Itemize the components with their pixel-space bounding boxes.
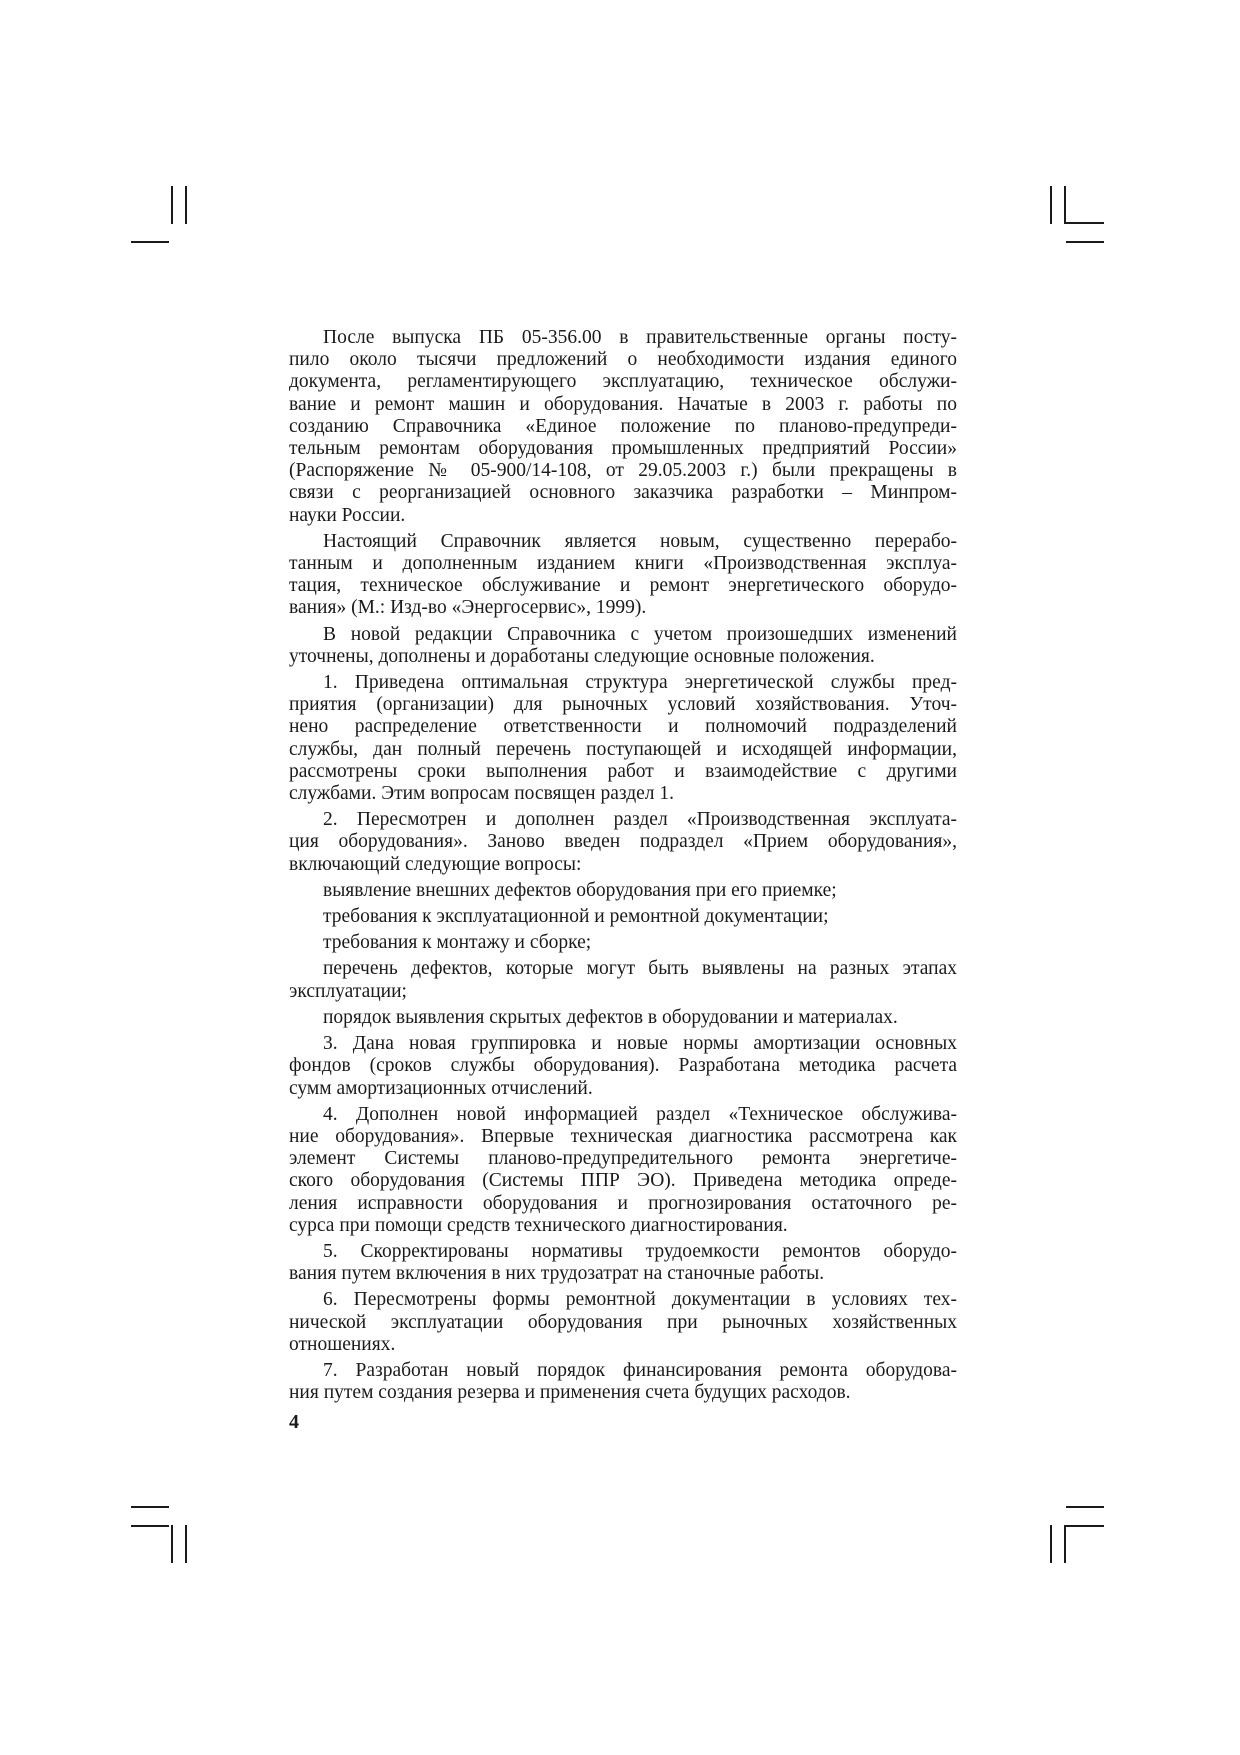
text-line: танным и дополненным изданием книги «Производственная эксплуа- — [289, 553, 957, 575]
text-line: вания» (М.: Изд-во «Энергосервис», 1999). — [289, 597, 647, 619]
paragraph — [289, 1360, 957, 1404]
paragraph — [289, 1007, 957, 1029]
crop-mark-bottom-right-vertical-inner — [1064, 1525, 1066, 1563]
text-line: 5. Скорректированы нормативы трудоемкости ремонтов оборудо- — [323, 1240, 957, 1262]
text-line: вание и ремонт машин и оборудования. Начатые в 2003 г. работы по — [289, 393, 957, 415]
text-line: перечень дефектов, которые могут быть выявлены на разных этапах — [323, 958, 957, 980]
text-line: (Распоряжение № 05-900/14-108, от 29.05.2003 г.) были прекращены в — [289, 460, 957, 482]
crop-mark-top-right-horizontal-lower — [1066, 241, 1104, 243]
body-text — [289, 327, 957, 1404]
text-line: 3. Дана новая группировка и новые нормы амортизации основных — [323, 1033, 957, 1055]
paragraph — [289, 624, 957, 668]
crop-mark-top-left-horizontal — [131, 241, 169, 243]
crop-mark-bottom-left-horizontal-lower — [131, 1525, 169, 1527]
crop-mark-top-right-vertical-inner — [1064, 186, 1066, 224]
crop-mark-bottom-left-horizontal — [131, 1506, 169, 1508]
text-line: требования к эксплуатационной и ремонтной документации; — [323, 906, 829, 928]
text-line: нической эксплуатации оборудования при рыночных хозяйственных — [289, 1311, 957, 1333]
paragraph — [289, 958, 957, 1002]
crop-mark-bottom-left-vertical — [171, 1525, 173, 1563]
text-line: ского оборудования (Системы ППР ЭО). Приведена методика опреде- — [289, 1170, 957, 1192]
text-line: созданию Справочника «Единое положение по планово-предупреди- — [289, 415, 957, 437]
text-line: уточнены, дополнены и доработаны следующие основные положения. — [289, 645, 875, 667]
text-line: ция оборудования». Заново введен подраздел «Прием оборудования», — [289, 831, 957, 853]
text-line: требования к монтажу и сборке; — [323, 932, 592, 954]
text-line: документа, регламентирующего эксплуатацию, техническое обслужи- — [289, 371, 957, 393]
text-line: рассмотрены сроки выполнения работ и взаимодействие с другими — [289, 760, 957, 782]
text-line: выявление внешних дефектов оборудования при его приемке; — [323, 879, 837, 901]
text-line: службами. Этим вопросам посвящен раздел 1. — [289, 783, 675, 805]
crop-mark-top-left-vertical-inner — [185, 186, 187, 224]
text-line: 1. Приведена оптимальная структура энергетической службы пред- — [323, 672, 957, 694]
text-line: сумм амортизационных отчислений. — [289, 1077, 593, 1099]
text-line: После выпуска ПБ 05-356.00 в правительственные органы посту- — [323, 327, 957, 348]
text-line: 6. Пересмотрены формы ремонтной документации в условиях тех- — [323, 1289, 957, 1311]
crop-mark-bottom-right-horizontal — [1066, 1506, 1104, 1508]
paragraph — [289, 531, 957, 620]
text-line: элемент Системы планово-предупредительного ремонта энергетиче- — [289, 1148, 957, 1170]
text-line: Настоящий Справочник является новым, существенно перерабо- — [323, 530, 957, 552]
text-line: связи с реорганизацией основного заказчика разработки – Минпром- — [289, 482, 957, 504]
text-line: ние оборудования». Впервые техническая диагностика рассмотрена как — [289, 1125, 957, 1147]
text-line: тельным ремонтам оборудования промышленных предприятий России» — [289, 438, 957, 460]
text-line: приятия (организации) для рыночных условий хозяйствования. Уточ- — [289, 694, 957, 716]
paragraph — [289, 1033, 957, 1100]
text-line: 7. Разработан новый порядок финансирования ремонта оборудова- — [323, 1359, 957, 1381]
paragraph — [289, 1104, 957, 1237]
paragraph — [289, 327, 957, 527]
paragraph — [289, 906, 957, 928]
text-line: фондов (сроков службы оборудования). Разработана методика расчета — [289, 1055, 957, 1077]
page-number: 4 — [289, 1411, 299, 1433]
crop-mark-bottom-left-vertical-inner — [185, 1525, 187, 1563]
text-line: эксплуатации; — [289, 980, 407, 1002]
crop-mark-top-right-vertical — [1050, 186, 1052, 224]
paragraph — [289, 1289, 957, 1356]
text-line: службы, дан полный перечень поступающей и исходящей информации, — [289, 738, 957, 760]
crop-mark-top-left-vertical — [171, 186, 173, 224]
text-line: пило около тысячи предложений о необходимости издания единого — [289, 349, 957, 371]
paragraph — [289, 1241, 957, 1285]
text-line: 2. Пересмотрен и дополнен раздел «Производственная эксплуата- — [323, 809, 957, 831]
crop-mark-top-right-horizontal — [1066, 222, 1104, 224]
text-line: отношениях. — [289, 1333, 396, 1355]
paragraph — [289, 880, 957, 902]
crop-mark-bottom-right-horizontal-lower — [1066, 1525, 1104, 1527]
text-line: 4. Дополнен новой информацией раздел «Техническое обслужива- — [323, 1103, 957, 1125]
crop-mark-bottom-right-vertical — [1050, 1525, 1052, 1563]
text-line: сурса при помощи средств технического диагностирования. — [289, 1214, 788, 1236]
text-line: ления исправности оборудования и прогнозирования остаточного ре- — [289, 1192, 957, 1214]
text-line: нено распределение ответственности и полномочий подразделений — [289, 716, 957, 738]
text-line: вания путем включения в них трудозатрат на станочные работы. — [289, 1263, 825, 1285]
paragraph — [289, 672, 957, 805]
text-line: В новой редакции Справочника с учетом произошедших изменений — [323, 623, 957, 645]
text-line: ния путем создания резерва и применения счета будущих расходов. — [289, 1382, 851, 1404]
paragraph — [289, 809, 957, 876]
text-line: порядок выявления скрытых дефектов в оборудовании и материалах. — [323, 1006, 898, 1028]
text-line: включающий следующие вопросы: — [289, 853, 582, 875]
paragraph — [289, 932, 957, 954]
text-line: науки России. — [289, 504, 406, 526]
text-line: тация, техническое обслуживание и ремонт энергетического оборудо- — [289, 575, 957, 597]
